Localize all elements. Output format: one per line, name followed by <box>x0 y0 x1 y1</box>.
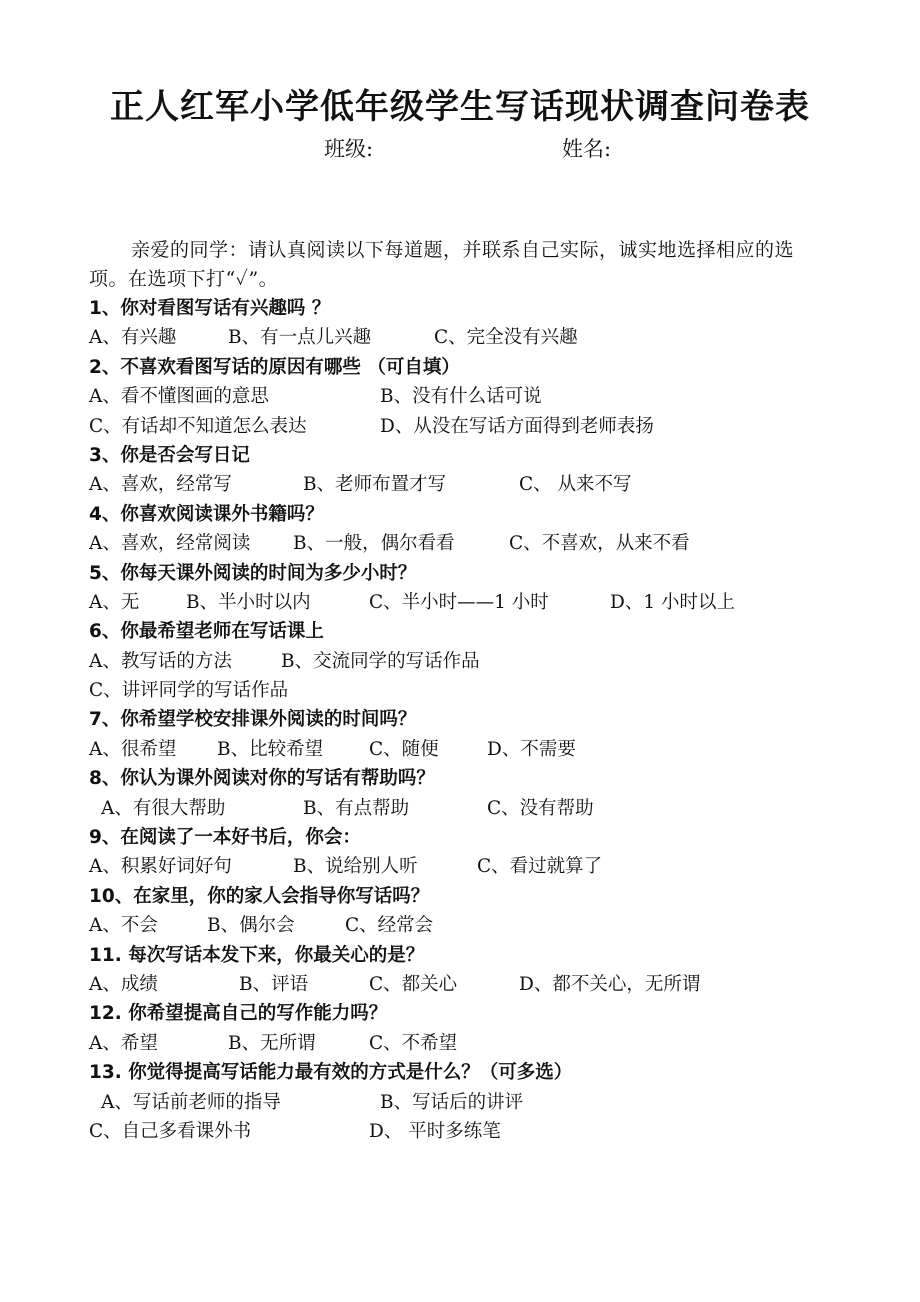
question-2-option-d[interactable]: D、从没在写话方面得到老师表扬 <box>380 415 654 437</box>
question-1-option-a[interactable]: A、有兴趣 <box>89 327 177 349</box>
question-13-option-a[interactable]: A、写话前老师的指导 <box>101 1091 281 1113</box>
question-3-option-c[interactable]: C、 从来不写 <box>519 474 632 496</box>
question-7-option-a[interactable]: A、很希望 <box>89 738 177 760</box>
question-10-text: 10、在家里，你的家人会指导你写话吗？ <box>89 885 430 907</box>
question-2-options-row <box>89 412 829 441</box>
question-6-option-a[interactable]: A、教写话的方法 <box>89 650 232 672</box>
question-7-option-d[interactable]: D、不需要 <box>487 738 576 760</box>
question-7-option-b[interactable]: B、比较希望 <box>217 738 324 760</box>
question-6-text: 6、你最希望老师在写话课上 <box>89 621 324 643</box>
question-11-text: 11. 每次写话本发下来，你最关心的是？ <box>89 944 425 966</box>
page-title: 正人红军小学低年级学生写话现状调查问卷表 <box>110 87 810 127</box>
name-label: 姓名: <box>562 137 612 161</box>
question-11-options-row <box>89 970 829 999</box>
question-2-option-a[interactable]: A、看不懂图画的意思 <box>89 386 269 408</box>
question-6-options-row <box>89 647 829 676</box>
question-9-option-c[interactable]: C、看过就算了 <box>477 856 603 878</box>
question-9-option-a[interactable]: A、积累好词好句 <box>89 856 232 878</box>
question-13-options-row <box>89 1117 829 1146</box>
question-4-option-b[interactable]: B、一般，偶尔看看 <box>293 533 455 555</box>
question-4-options-row <box>89 529 829 558</box>
question-5-option-b[interactable]: B、半小时以内 <box>186 591 311 613</box>
question-list <box>89 294 829 1146</box>
question-13-options-row <box>89 1088 829 1117</box>
question-13-option-c[interactable]: C、自己多看课外书 <box>89 1120 252 1142</box>
question-5-option-d[interactable]: D、1 小时以上 <box>610 591 735 613</box>
question-12-text: 12. 你希望提高自己的写作能力吗？ <box>89 1003 388 1025</box>
class-label: 班级: <box>324 137 374 161</box>
question-12-option-a[interactable]: A、希望 <box>89 1032 158 1054</box>
question-10-option-b[interactable]: B、偶尔会 <box>207 915 295 937</box>
question-1-options-row <box>89 323 829 352</box>
question-2-option-b[interactable]: B、没有什么话可说 <box>380 386 542 408</box>
question-1-text: 1、你对看图写话有兴趣吗 ？ <box>89 298 331 319</box>
question-4-text: 4、你喜欢阅读课外书籍吗？ <box>89 503 324 525</box>
question-2-text: 2、不喜欢看图写话的原因有哪些 （可自填） <box>89 356 460 378</box>
question-11-option-d[interactable]: D、都不关心，无所谓 <box>519 973 701 995</box>
question-12-option-b[interactable]: B、无所谓 <box>228 1032 316 1054</box>
question-4-option-a[interactable]: A、喜欢，经常阅读 <box>89 533 251 555</box>
question-13-option-d[interactable]: D、 平时多练笔 <box>369 1120 501 1142</box>
question-10-options-row <box>89 911 829 940</box>
question-3-text: 3、你是否会写日记 <box>89 444 250 466</box>
question-8-option-a[interactable]: A、有很大帮助 <box>101 797 226 819</box>
question-12-options-row <box>89 1029 829 1058</box>
question-3-option-b[interactable]: B、老师布置才写 <box>303 474 447 496</box>
question-10-option-a[interactable]: A、不会 <box>89 915 158 937</box>
question-7-option-c[interactable]: C、随便 <box>369 738 439 760</box>
question-2-option-c[interactable]: C、有话却不知道怎么表达 <box>89 415 307 437</box>
question-11-option-a[interactable]: A、成绩 <box>89 973 158 995</box>
question-8-option-b[interactable]: B、有点帮助 <box>303 797 410 819</box>
question-2-options-row <box>89 382 829 411</box>
intro-paragraph: 亲爱的同学：请认真阅读以下每道题，并联系自己实际，诚实地选择相应的选项。在选项下打“✓”。 <box>89 239 795 290</box>
question-11-option-c[interactable]: C、都关心 <box>369 973 458 995</box>
question-9-text: 9、在阅读了一本好书后，你会： <box>89 827 361 849</box>
questionnaire-body <box>89 236 829 1146</box>
question-9-options-row <box>89 852 829 881</box>
question-1-option-b[interactable]: B、有一点儿兴趣 <box>228 327 372 349</box>
question-5-options-row <box>89 588 829 617</box>
question-6-options-row <box>89 676 829 705</box>
question-8-option-c[interactable]: C、没有帮助 <box>487 797 594 819</box>
question-13-text: 13. 你觉得提高写话能力最有效的方式是什么？（可多选） <box>89 1062 573 1084</box>
question-4-option-c[interactable]: C、不喜欢，从来不看 <box>509 533 690 555</box>
question-13-option-b[interactable]: B、写话后的讲评 <box>380 1091 524 1113</box>
question-6-option-c[interactable]: C、讲评同学的写话作品 <box>89 680 289 702</box>
question-9-option-b[interactable]: B、说给别人听 <box>293 856 418 878</box>
question-5-option-c[interactable]: C、半小时——1 小时 <box>369 591 549 613</box>
question-5-text: 5、你每天课外阅读的时间为多少小时？ <box>89 562 417 584</box>
question-1-option-c[interactable]: C、完全没有兴趣 <box>434 327 578 349</box>
question-11-option-b[interactable]: B、评语 <box>239 973 309 995</box>
question-3-options-row <box>89 470 829 499</box>
question-7-options-row <box>89 735 829 764</box>
question-3-option-a[interactable]: A、喜欢，经常写 <box>89 474 232 496</box>
question-6-option-b[interactable]: B、交流同学的写话作品 <box>281 650 480 672</box>
question-7-text: 7、你希望学校安排课外阅读的时间吗？ <box>89 709 417 731</box>
question-8-options-row <box>89 794 829 823</box>
question-8-text: 8、你认为课外阅读对你的写话有帮助吗？ <box>89 768 435 790</box>
question-5-option-a[interactable]: A、无 <box>89 591 140 613</box>
question-12-option-c[interactable]: C、不希望 <box>369 1032 458 1054</box>
question-10-option-c[interactable]: C、经常会 <box>345 915 434 937</box>
